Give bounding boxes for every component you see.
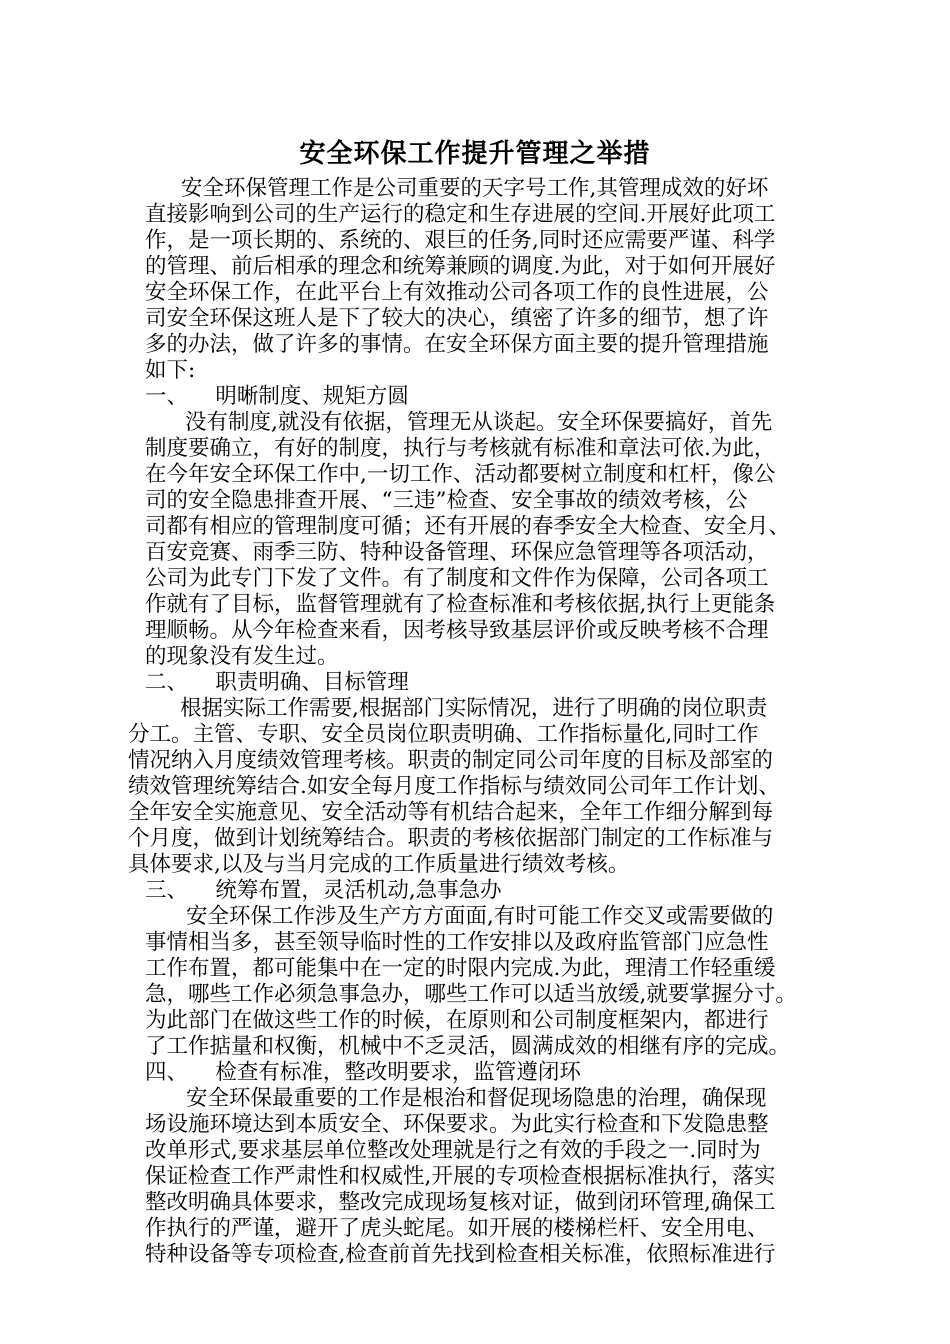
body-line: 百安竞赛、雨季三防、特种设备管理、环保应急管理等各项活动， [145, 540, 769, 565]
body-line: 情况纳入月度绩效管理考核。职责的制定同公司年度的目标及部室的 [128, 748, 774, 773]
body-line: 工作布置，都可能集中在一定的时限内完成.为此，理清工作轻重缓 [145, 956, 776, 981]
body-line: 安全环保管理工作是公司重要的天字号工作,其管理成效的好坏 [181, 176, 769, 201]
body-line: 安全环保最重要的工作是根治和督促现场隐患的治理，确保现 [186, 1086, 767, 1111]
body-line: 急，哪些工作必须急事急办，哪些工作可以适当放缓,就要掌握分寸。 [145, 982, 797, 1007]
body-line: 安全环保工作，在此平台上有效推动公司各项工作的良性进展，公 [145, 280, 769, 305]
body-line: 在今年安全环保工作中,一切工作、活动都要树立制度和杠杆，像公 [145, 462, 776, 487]
body-line: 作就有了目标，监督管理就有了检查标准和考核依据,执行上更能条 [145, 592, 776, 617]
body-line: 具体要求,以及与当月完成的工作质量进行绩效考核。 [128, 852, 630, 877]
body-line: 根据实际工作需要,根据部门实际情况，进行了明确的岗位职责 [180, 696, 768, 721]
body-line: 特种设备等专项检查,检查前首先找到检查相关标准，依照标准进行 [145, 1242, 776, 1267]
body-line: 司安全环保这班人是下了较大的决心，缜密了许多的细节，想了许 [145, 306, 769, 331]
body-line: 的管理、前后相承的理念和统筹兼顾的调度.为此，对于如何开展好 [145, 254, 776, 279]
body-line: 的现象没有发生过。 [145, 644, 339, 669]
section-heading-4: 四、 检查有标准，整改明要求，监管遵闭环 [145, 1060, 581, 1085]
body-line: 多的办法，做了许多的事情。在安全环保方面主要的提升管理措施 [145, 332, 769, 357]
body-line: 场设施环境达到本质安全、环保要求。为此实行检查和下发隐患整 [145, 1112, 769, 1137]
body-line: 制度要确立，有好的制度，执行与考核就有标准和章法可依.为此， [145, 436, 776, 461]
body-line: 公司为此专门下发了文件。有了制度和文件作为保障，公司各项工 [145, 566, 769, 591]
body-line: 作执行的严谨，避开了虎头蛇尾。如开展的楼梯栏杆、安全用电、 [145, 1216, 769, 1241]
body-line: 分工。主管、专职、安全员岗位职责明确、工作指标量化,同时工作 [128, 722, 759, 747]
body-line: 个月度，做到计划统筹结合。职责的考核依据部门制定的工作标准与 [128, 826, 774, 851]
body-line: 为此部门在做这些工作的时候，在原则和公司制度框架内，都进行 [145, 1008, 769, 1033]
body-line: 保证检查工作严肃性和权威性,开展的专项检查根据标准执行，落实 [145, 1164, 776, 1189]
body-line: 司的安全隐患排查开展、“三违”检查、安全事故的绩效考核，公 [145, 488, 748, 513]
body-line: 绩效管理统筹结合.如安全每月度工作指标与绩效同公司年工作计划、 [128, 774, 780, 799]
body-line: 作，是一项长期的、系统的、艰巨的任务,同时还应需要严谨、科学 [145, 228, 776, 253]
body-line: 直接影响到公司的生产运行的稳定和生存进展的空间.开展好此项工 [145, 202, 776, 227]
body-line: 了工作掂量和权衡，机械中不乏灵活，圆满成效的相继有序的完成。 [145, 1034, 791, 1059]
body-line: 全年安全实施意见、安全活动等有机结合起来，全年工作细分解到每 [128, 800, 774, 825]
section-heading-1: 一、 明晰制度、规矩方圆 [145, 384, 409, 409]
section-heading-3: 三、 统筹布置，灵活机动,急事急办 [145, 878, 502, 903]
body-line: 安全环保工作涉及生产方方面面,有时可能工作交叉或需要做的 [186, 904, 774, 929]
body-line: 改单形式,要求基层单位整改处理就是行之有效的手段之一.同时为 [145, 1138, 761, 1163]
body-line: 司都有相应的管理制度可循；还有开展的春季安全大检查、安全月、 [145, 514, 791, 539]
body-line: 整改明确具体要求，整改完成现场复核对证，做到闭环管理,确保工 [145, 1190, 776, 1215]
body-line: 如下: [145, 358, 196, 383]
body-line: 没有制度,就没有依据，管理无从谈起。安全环保要搞好，首先 [185, 410, 773, 435]
document-title: 安全环保工作提升管理之举措 [299, 139, 651, 169]
section-heading-2: 二、 职责明确、目标管理 [145, 670, 409, 695]
body-line: 理顺畅。从今年检查来看，因考核导致基层评价或反映考核不合理 [145, 618, 769, 643]
body-line: 事情相当多，甚至领导临时性的工作安排以及政府监管部门应急性 [145, 930, 769, 955]
